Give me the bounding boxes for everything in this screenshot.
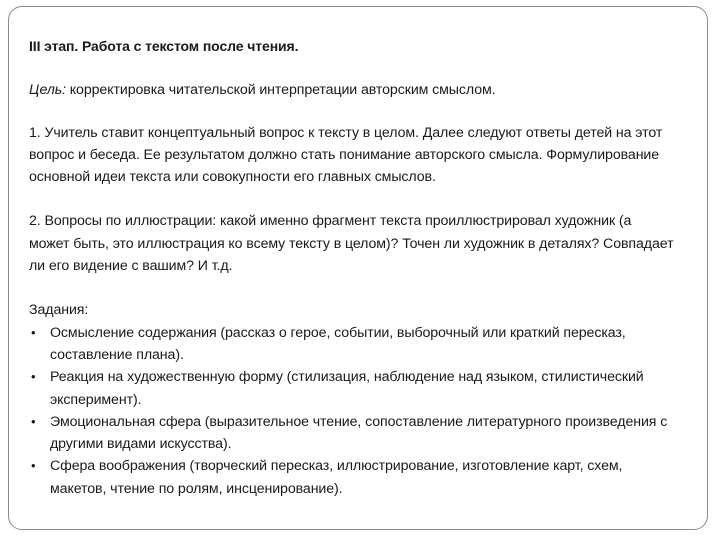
stage-roman: III [29,38,41,54]
task-text: другими видами искусства). [50,436,232,453]
task-text: макетов, чтение по ролям, инсценирование). [50,480,343,497]
list-item [29,366,701,411]
task-text: Сфера воображения (творческий пересказ, иллюстрирование, изготовление карт, схем, [50,458,623,475]
task-text: эксперимент). [50,391,142,408]
task-text: Осмысление содержания (рассказ о герое, событии, выборочный или краткий пересказ, [50,324,626,341]
list-item [29,455,701,500]
stage-heading [29,35,701,57]
list-item [29,322,701,367]
step1-line: основной идеи текста или совокупности его главных смыслов. [29,169,436,186]
goal-text: корректировка читательской интерпретации авторским смыслом. [65,82,496,99]
step2-line: может быть, это иллюстрация ко всему тексту в целом)? Точен ли художник в деталях? Совпадает [29,235,674,252]
slide-content [29,35,701,500]
task-text: составление плана). [50,346,184,363]
tasks-list [29,322,701,500]
task-text: Реакция на художественную форму (стилизация, наблюдение над языком, стилистический [50,369,644,386]
bullet-icon: • [31,369,36,385]
step2-line: 2. Вопросы по иллюстрации: какой именно фрагмент текста проиллюстрировал художник (а [29,213,632,230]
step1-paragraph [29,122,701,189]
slide-frame [8,6,708,530]
task-text: Эмоциональная сфера (выразительное чтение, сопоставление литературного произведения с [50,413,668,430]
goal-line [29,79,701,101]
step1-line: вопрос и беседа. Ее результатом должно стать понимание авторского смысла. Формулирование [29,146,660,163]
step1-line: 1. Учитель ставит концептуальный вопрос к тексту в целом. Далее следуют ответы детей на этот [29,124,663,141]
tasks-title: Задания: [29,302,89,319]
bullet-icon: • [31,324,36,340]
bullet-icon: • [31,413,36,429]
goal-label: Цель: [29,82,66,99]
bullet-icon: • [31,458,36,474]
stage-title: этап. Работа с текстом после чтения. [40,38,299,54]
step2-line: ли его видение с вашим? И т.д. [29,258,233,275]
list-item [29,411,701,456]
step2-paragraph [29,210,701,277]
